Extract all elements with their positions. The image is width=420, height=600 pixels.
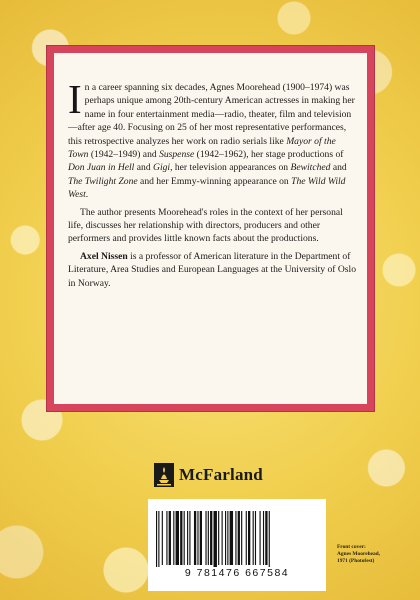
barcode-bar — [225, 511, 226, 565]
blurb-text: and — [134, 162, 154, 174]
title-don-juan-in-hell: Don Juan in Hell — [68, 162, 135, 174]
blurb-text: and her Emmy-winning appearance on — [137, 175, 292, 187]
barcode-bar — [194, 511, 196, 565]
author-name: Axel Nissen — [80, 250, 128, 262]
barcode-bar — [269, 511, 270, 567]
title-mayor-of-the-town: Mayor of the Town — [68, 135, 336, 161]
barcode-bar — [158, 511, 159, 567]
barcode-bar — [197, 511, 198, 565]
barcode-bar — [246, 511, 247, 565]
barcode-bar — [265, 511, 267, 565]
publisher-logo — [153, 462, 263, 488]
barcode-bar — [156, 511, 157, 567]
barcode-bar — [166, 511, 167, 565]
credit-line-2: Agnes Moorehead, — [337, 551, 381, 557]
barcode-bar — [205, 511, 206, 565]
blurb-text: . — [85, 189, 89, 201]
barcode-bar — [173, 511, 174, 565]
barcode-bar — [241, 511, 242, 565]
barcode-bar — [235, 511, 236, 565]
barcode-bar — [200, 511, 202, 565]
blurb-paragraph-2: The author presents Moorehead's roles in the context of her personal life, discusses her relationship with directors, producers and other performers and provides little known facts about the productions. — [68, 206, 343, 245]
lamp-logo-icon — [153, 462, 175, 488]
barcode-bar — [214, 511, 217, 567]
blurb-paragraph-1 — [68, 76, 356, 202]
barcode-bar — [222, 511, 223, 565]
barcode-bar — [248, 511, 250, 565]
barcode — [148, 499, 326, 591]
barcode-bar — [253, 511, 254, 565]
drop-cap: I — [68, 76, 82, 122]
blurb-text: (1942–1962), her stage productions of — [194, 149, 344, 161]
publisher-name: McFarland — [179, 465, 263, 484]
barcode-bar — [218, 511, 219, 565]
barcode-bar — [227, 511, 228, 565]
title-twilight-zone: The Twilight Zone — [68, 175, 138, 187]
barcode-bar — [176, 511, 179, 565]
barcode-bar — [230, 511, 233, 565]
barcode-bar — [189, 511, 190, 565]
blurb-text: , her television appearances on — [170, 162, 291, 174]
title-bewitched: Bewitched — [290, 162, 331, 174]
back-cover-blurb — [68, 76, 356, 294]
author-bio-text: is a professor of American literature in the Department of Literature, Area Studies and European Languages at the University of Oslo in Norway. — [68, 250, 356, 289]
title-wild-wild-west: The Wild Wild West — [68, 175, 346, 201]
blurb-text: (1942–1949) and — [88, 149, 160, 161]
blurb-text: n a career spanning six decades, Agnes Moorehead (1900–1974) was perhaps unique among 20th-century American actresses in making her name in four entertainment media—radio, theater, film and television—after age 40. Focusing on 25 of her most representative performances, this retrospective analyzes her work on radio serials like — [68, 82, 355, 147]
barcode-bars — [154, 511, 320, 567]
isbn-digits: 9 781476 667584 — [184, 567, 290, 579]
barcode-bar — [187, 511, 188, 565]
title-gigi: Gigi — [153, 162, 171, 174]
credit-line-3: 1971 (Photofest) — [337, 558, 375, 564]
barcode-bar — [263, 511, 264, 565]
barcode-bar — [208, 511, 209, 565]
credit-line-1: Front cover: — [337, 544, 366, 550]
barcode-bar — [255, 511, 256, 565]
cover-photo-credit — [337, 544, 417, 565]
barcode-bar — [260, 511, 261, 565]
blurb-text: and — [330, 162, 347, 174]
barcode-bar — [162, 511, 163, 565]
title-suspense: Suspense — [159, 149, 195, 161]
barcode-bar — [169, 511, 171, 565]
barcode-bar — [238, 511, 240, 565]
barcode-bar — [210, 511, 212, 565]
barcode-bar — [184, 511, 185, 565]
blurb-frame — [47, 46, 374, 411]
author-bio — [68, 250, 356, 290]
barcode-bar — [180, 511, 182, 565]
